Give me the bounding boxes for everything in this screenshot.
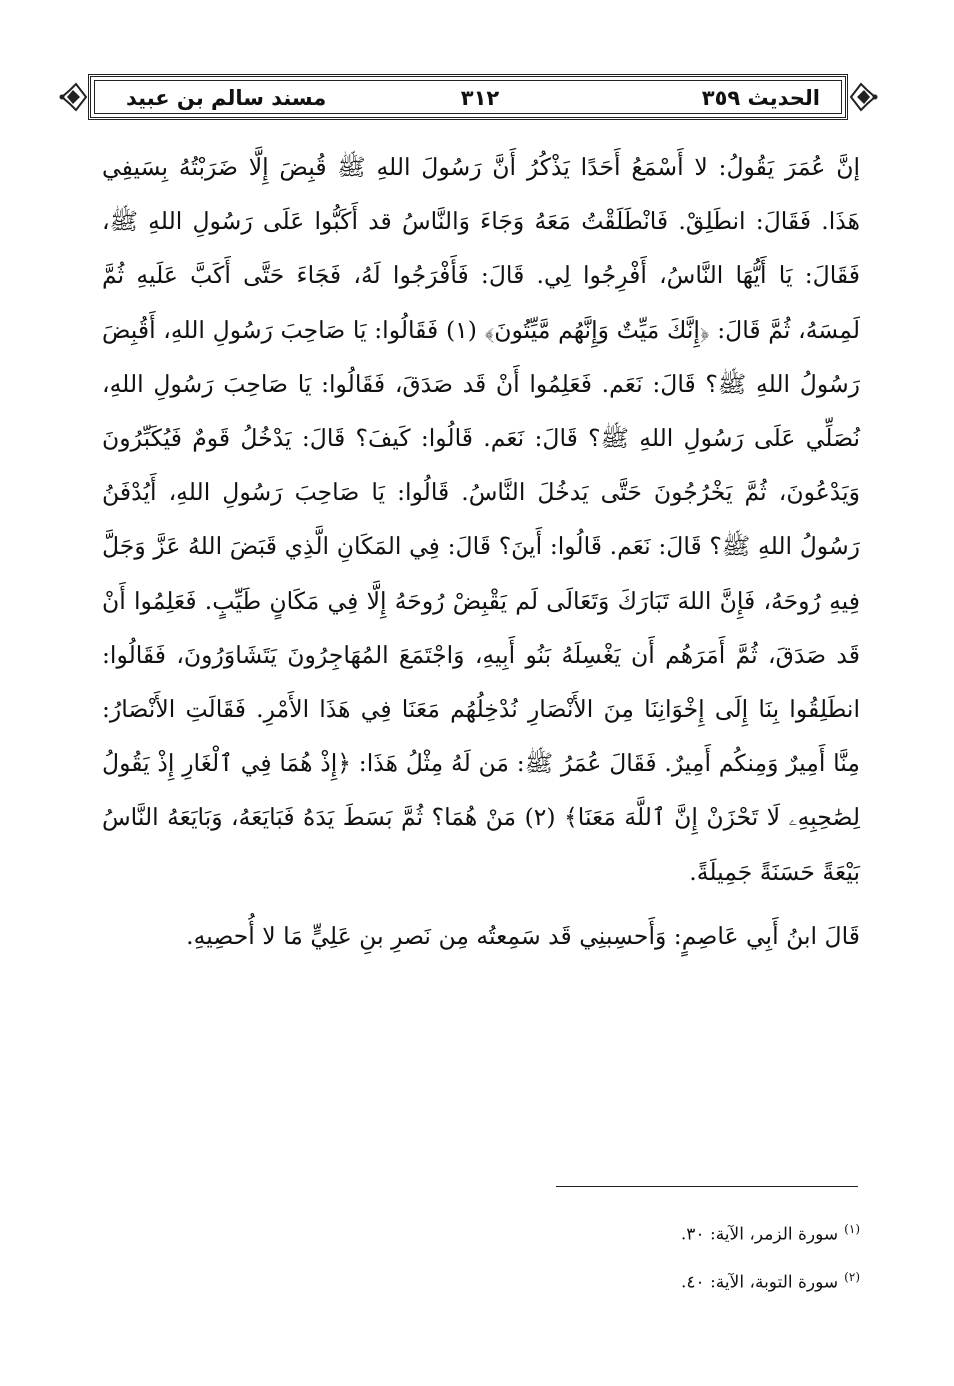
footnote-2 [681, 1256, 860, 1304]
ornament-right-icon [849, 78, 879, 116]
main-text [102, 140, 860, 963]
footnote-text: سورة التوبة، الآية: ٤٠. [681, 1272, 839, 1293]
page-number: ٣١٢ [460, 86, 500, 110]
ornament-left-icon [58, 78, 88, 116]
footnote-marker: (٢) [844, 1269, 860, 1284]
book-title: مسند سالم بن عبيد [126, 86, 327, 110]
hadith-label: الحديث ٣٥٩ [701, 86, 820, 110]
paragraph-1: إنَّ عُمَرَ يَقُولُ: لا أَسْمَعُ أَحَدًا يَذْكُرُ أَنَّ رَسُولَ اللهِ ﷺ قُبِضَ إِلَّا ضَرَبْتُهُ بِسَيفِي هَذَا. فَقَالَ: انطَلِقْ. فَانْطَلَقْتُ مَعَهُ وَجَاءَ وَالنَّاسُ قد أَكَبُّوا عَلَى رَسُولِ اللهِ ﷺ، فَقَالَ: يَا أَيُّهَا النَّاسُ، أَفْرِجُوا لِي. قَالَ: فَأَفْرَجُوا لَهُ، فَجَاءَ حَتَّى أَكَبَّ عَلَيهِ ثُمَّ لَمِسَهُ، ثُمَّ قَالَ: ﴿إِنَّكَ مَيِّتٌ وَإِنَّهُم مَّيِّتُونَ﴾ (١) فَقَالُوا: يَا صَاحِبَ رَسُولِ اللهِ، أَقُبِضَ رَسُولُ اللهِ ﷺ؟ قَالَ: نَعَم. فَعَلِمُوا أَنْ قَد صَدَقَ، فَقَالُوا: يَا صَاحِبَ رَسُولِ اللهِ، نُصَلِّي عَلَى رَسُولِ اللهِ ﷺ؟ قَالَ: نَعَم. قَالُوا: كَيفَ؟ قَالَ: يَدْخُلُ قَومٌ فَيُكَبِّرُونَ وَيَدْعُونَ، ثُمَّ يَخْرُجُونَ حَتَّى يَدخُلَ النَّاسُ. قَالُوا: يَا صَاحِبَ رَسُولِ اللهِ، أَيُدْفَنُ رَسُولُ اللهِ ﷺ؟ قَالَ: نَعَم. قَالُوا: أَينَ؟ قَالَ: فِي المَكَانِ الَّذِي قَبَضَ اللهُ عَزَّ وَجَلَّ فِيهِ رُوحَهُ، فَإِنَّ اللهَ تَبَارَكَ وَتَعَالَى لَم يَقْبِضْ رُوحَهُ إِلَّا فِي مَكَانٍ طَيِّبٍ. فَعَلِمُوا أَنْ قَد صَدَقَ، ثُمَّ أَمَرَهُم أَن يَغْسِلَهُ بَنُو أَبِيهِ، وَاجْتَمَعَ المُهَاجِرُونَ يَتَشَاوَرُونَ، فَقَالُوا: انطَلِقُوا بِنَا إِلَى إِخْوَانِنَا مِنَ الأَنْصَارِ نُدْخِلُهُم مَعَنَا فِي هَذَا الأَمْرِ. فَقَالَتِ الأَنْصَارُ: مِنَّا أَمِيرٌ وَمِنكُم أَمِيرٌ. فَقَالَ عُمَرُ ﷺ: مَن لَهُ مِثْلُ هَذَا: ﴿إِذْ هُمَا فِي ٱلْغَارِ إِذْ يَقُولُ لِصَٰحِبِهِۦ لَا تَحْزَنْ إِنَّ ٱللَّهَ مَعَنَا﴾ (٢) مَنْ هُمَا؟ ثُمَّ بَسَطَ يَدَهُ فَبَايَعَهُ، وَبَايَعَهُ النَّاسُ بَيْعَةً حَسَنَةً جَمِيلَةً. [102, 153, 860, 886]
footnote-1 [681, 1208, 860, 1256]
footnote-divider [556, 1186, 858, 1187]
footnote-marker: (١) [844, 1222, 860, 1236]
footnotes [681, 1208, 860, 1303]
footnote-text: سورة الزمر، الآية: ٣٠. [680, 1224, 839, 1245]
paragraph-2: قَالَ ابنُ أَبِي عَاصِمٍ: وَأَحسِبنِي قَد سَمِعتُه مِن نَصرِ بنِ عَلِيٍّ مَا لا أُحصِيهِ. [186, 921, 860, 950]
